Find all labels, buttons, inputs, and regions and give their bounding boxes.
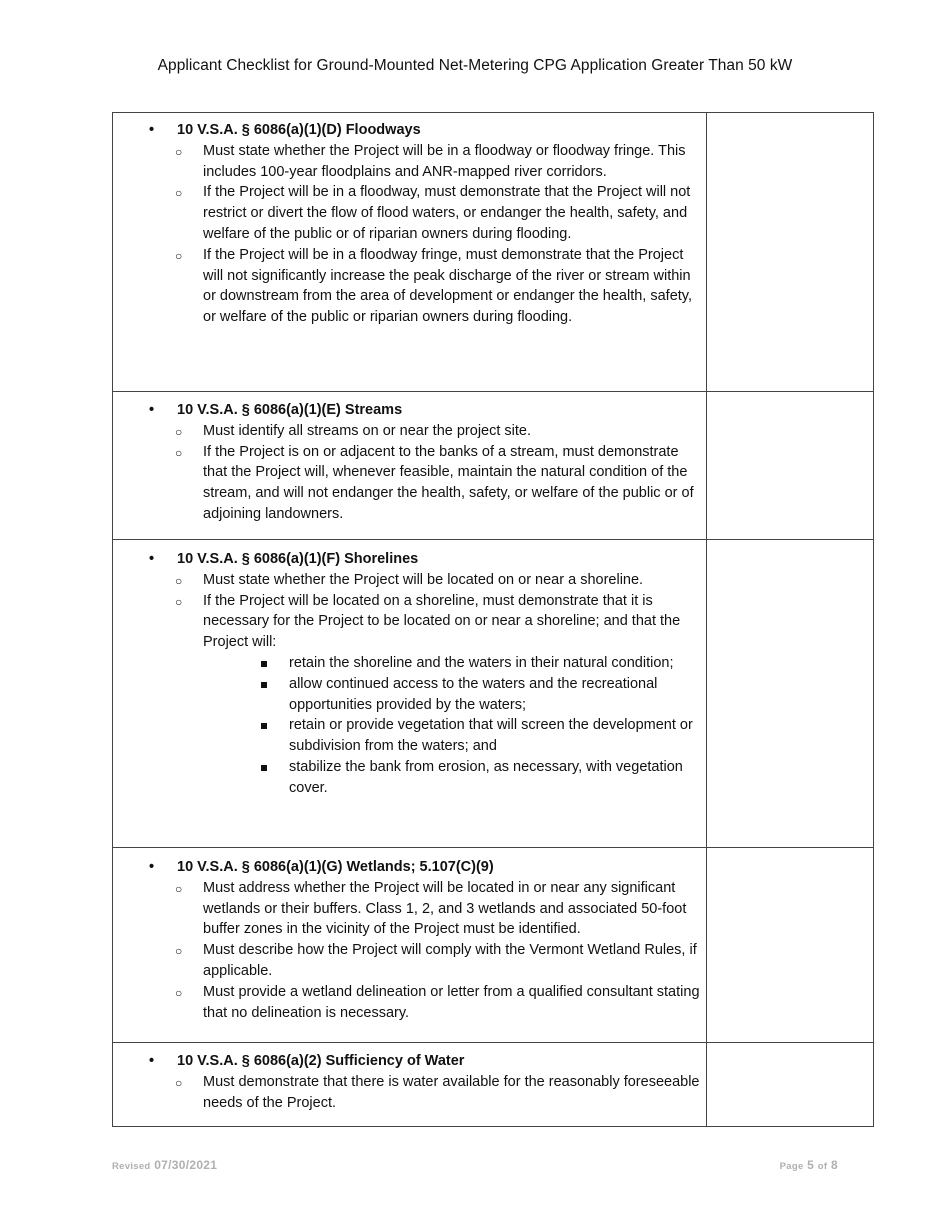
circle-bullet-icon: ○ — [175, 944, 183, 959]
revised-date: 07/30/2021 — [154, 1158, 218, 1172]
requirement-cell — [113, 1043, 707, 1127]
square-bullet-icon — [261, 661, 267, 667]
page-label: Page — [779, 1161, 804, 1172]
of-label: of — [817, 1161, 828, 1172]
section-heading: 10 V.S.A. § 6086(a)(2) Sufficiency of Water — [177, 1053, 465, 1069]
requirement-item: Must address whether the Project will be located in or near any significant wetlands or their buffers. Class 1, 2, and 3 wetlands and associated 50-foot buffer zones in the vicinity of the Project must be identified. — [203, 879, 687, 938]
circle-bullet-icon: ○ — [175, 248, 183, 263]
requirement-subitem: stabilize the bank from erosion, as necessary, with vegetation cover. — [289, 758, 683, 796]
requirement-item: Must identify all streams on or near the project site. — [203, 422, 532, 439]
circle-bullet-icon: ○ — [175, 144, 183, 159]
checklist-row-shorelines — [113, 540, 874, 848]
section-heading: 10 V.S.A. § 6086(a)(1)(G) Wetlands; 5.107(C)(9) — [177, 859, 494, 875]
page-total: 8 — [831, 1158, 838, 1172]
section-heading: 10 V.S.A. § 6086(a)(1)(F) Shorelines — [177, 551, 419, 567]
circle-bullet-icon: ○ — [175, 881, 183, 896]
response-cell[interactable] — [707, 1043, 874, 1127]
bullet-icon: • — [149, 122, 155, 138]
response-cell[interactable] — [707, 113, 874, 392]
requirement-cell — [113, 392, 707, 540]
section-heading: 10 V.S.A. § 6086(a)(1)(D) Floodways — [177, 122, 421, 138]
bullet-icon: • — [149, 551, 155, 567]
square-bullet-icon — [261, 723, 267, 729]
requirement-subitem: retain the shoreline and the waters in their natural condition; — [289, 654, 674, 671]
requirement-item: Must demonstrate that there is water available for the reasonably foreseeable needs of the Project. — [203, 1073, 700, 1111]
circle-bullet-icon: ○ — [175, 985, 183, 1000]
checklist-table — [112, 112, 874, 1127]
bullet-icon: • — [149, 859, 155, 875]
circle-bullet-icon: ○ — [175, 424, 183, 439]
requirement-item: Must state whether the Project will be located on or near a shoreline. — [203, 571, 644, 588]
requirement-cell — [113, 848, 707, 1043]
revised-date-footer — [112, 1158, 217, 1172]
requirement-item: If the Project is on or adjacent to the banks of a stream, must demonstrate that the Project will, whenever feasible, maintain the natural condition of the stream, and will not endanger the health, safety, or welfare of the public or of adjoining landowners. — [203, 443, 694, 522]
requirement-subitem: retain or provide vegetation that will screen the development or subdivision from the waters; and — [289, 717, 693, 755]
bullet-icon: • — [149, 1053, 155, 1069]
requirement-item: Must provide a wetland delineation or letter from a qualified consultant stating that no delineation is necessary. — [203, 983, 700, 1021]
circle-bullet-icon: ○ — [175, 445, 183, 460]
circle-bullet-icon: ○ — [175, 594, 183, 609]
checklist-row-water — [113, 1043, 874, 1127]
checklist-row-wetlands — [113, 848, 874, 1043]
requirement-cell — [113, 540, 707, 848]
requirement-item: Must state whether the Project will be in a floodway or floodway fringe. This includes 100-year floodplains and ANR-mapped river corridors. — [203, 142, 686, 180]
page-header-title: Applicant Checklist for Ground-Mounted Net-Metering CPG Application Greater Than 50 kW — [157, 57, 793, 74]
response-cell[interactable] — [707, 848, 874, 1043]
circle-bullet-icon: ○ — [175, 1075, 183, 1090]
checklist-row-floodways — [113, 113, 874, 392]
response-cell[interactable] — [707, 540, 874, 848]
square-bullet-icon — [261, 682, 267, 688]
circle-bullet-icon: ○ — [175, 573, 183, 588]
checklist-row-streams — [113, 392, 874, 540]
page-number-footer — [780, 1158, 838, 1172]
revised-label: Revised — [112, 1161, 151, 1172]
requirement-cell — [113, 113, 707, 392]
square-bullet-icon — [261, 765, 267, 771]
requirement-item: Must describe how the Project will comply with the Vermont Wetland Rules, if applicable. — [203, 942, 697, 979]
bullet-icon: • — [149, 402, 155, 418]
section-heading: 10 V.S.A. § 6086(a)(1)(E) Streams — [177, 402, 403, 418]
requirement-item: If the Project will be in a floodway fringe, must demonstrate that the Project will not significantly increase the peak discharge of the river or stream within or downstream from the area of development or endanger the health, safety, or welfare of the public or riparian owners during flooding. — [203, 246, 692, 326]
requirement-item: If the Project will be located on a shoreline, must demonstrate that it is necessary for the Project to be located on or near a shoreline; and that the Project will: — [203, 592, 681, 651]
requirement-subitem: allow continued access to the waters and the recreational opportunities provided by the waters; — [289, 675, 658, 713]
requirement-item: If the Project will be in a floodway, must demonstrate that the Project will not restrict or divert the flow of flood waters, or endanger the health, safety, and welfare of the public or of riparian owners during flooding. — [203, 184, 691, 242]
circle-bullet-icon: ○ — [175, 186, 183, 201]
response-cell[interactable] — [707, 392, 874, 540]
page-number: 5 — [807, 1158, 815, 1172]
